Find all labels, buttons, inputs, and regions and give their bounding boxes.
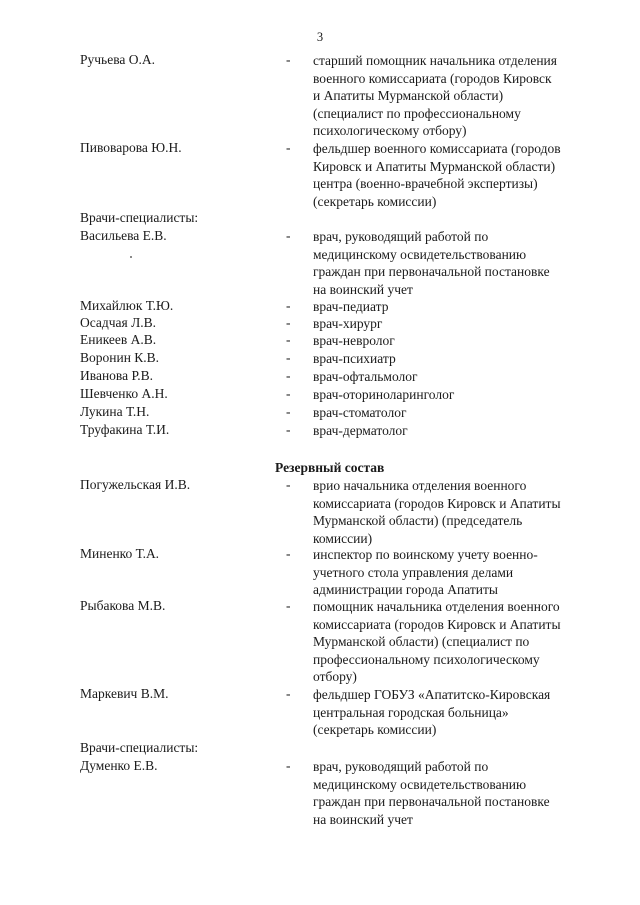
role-line: центральная городская больница»: [313, 704, 509, 720]
member-role: [313, 52, 613, 140]
specialists-heading: Врачи-специалисты:: [80, 210, 199, 225]
member-name: Осадчая Л.В.: [80, 315, 157, 330]
member-name: Воронин К.В.: [80, 350, 160, 365]
role-line: врач-дерматолог: [313, 423, 408, 438]
member-role: [313, 758, 613, 828]
member-name: Ручьева О.А.: [80, 52, 156, 67]
role-line: врач-невролог: [313, 333, 395, 348]
role-line: на воинский учет: [313, 281, 413, 297]
role-line: комиссии): [313, 530, 373, 546]
role-line: Мурманской области) (специалист по: [313, 634, 530, 650]
member-name: Думенко Е.В.: [80, 758, 158, 773]
member-role: [313, 598, 613, 686]
role-line: Кировск и Апатиты Мурманской области): [313, 158, 556, 174]
role-line: врач, руководящий работой по: [313, 759, 489, 774]
role-line: инспектор по воинскому учету военно-: [313, 547, 538, 562]
dash-separator: -: [286, 315, 291, 330]
member-name: Пивоварова Ю.Н.: [80, 140, 182, 155]
member-role: [313, 477, 613, 547]
member-name: Маркевич В.М.: [80, 686, 169, 701]
role-line: медицинскому освидетельствованию: [313, 776, 527, 792]
member-name: Еникеев А.В.: [80, 332, 157, 347]
dash-separator: -: [286, 546, 291, 561]
dash-separator: -: [286, 598, 291, 613]
role-line: психологическому отбору): [313, 123, 467, 139]
role-line: граждан при первоначальной постановке: [313, 264, 550, 280]
scan-speck: [130, 256, 132, 258]
dash-separator: -: [286, 422, 291, 437]
member-role: [313, 386, 613, 404]
role-line: врач-педиатр: [313, 299, 389, 314]
member-name: Труфакина Т.И.: [80, 422, 170, 437]
member-role: [313, 368, 613, 386]
dash-separator: -: [286, 368, 291, 383]
role-line: учетного стола управления делами: [313, 564, 514, 580]
member-role: [313, 686, 613, 739]
member-role: [313, 350, 613, 368]
role-line: (секретарь комиссии): [313, 193, 437, 209]
member-role: [313, 404, 613, 422]
role-line: фельдшер военного комиссариата (городов: [313, 141, 561, 156]
role-line: врач-стоматолог: [313, 405, 407, 420]
member-role: [313, 422, 613, 440]
member-name: Рыбакова М.В.: [80, 598, 166, 613]
member-role: [313, 298, 613, 316]
dash-separator: -: [286, 758, 291, 773]
specialists-heading: Врачи-специалисты:: [80, 740, 199, 755]
dash-separator: -: [286, 140, 291, 155]
dash-separator: -: [286, 686, 291, 701]
member-role: [313, 315, 613, 333]
member-name: Михайлюк Т.Ю.: [80, 298, 174, 313]
member-name: Лукина Т.Н.: [80, 404, 150, 419]
role-line: комиссариата (городов Кировск и Апатиты: [313, 495, 561, 511]
dash-separator: -: [286, 350, 291, 365]
role-line: и Апатиты Мурманской области): [313, 88, 504, 104]
role-line: медицинскому освидетельствованию: [313, 246, 527, 262]
role-line: центра (военно-врачебной экспертизы): [313, 176, 538, 192]
role-line: старший помощник начальника отделения: [313, 53, 557, 68]
role-line: на воинский учет: [313, 811, 413, 827]
member-role: [313, 140, 613, 210]
member-name: Шевченко А.Н.: [80, 386, 168, 401]
member-role: [313, 228, 613, 298]
role-line: помощник начальника отделения военного: [313, 599, 560, 614]
member-name: Миненко Т.А.: [80, 546, 160, 561]
role-line: врач, руководящий работой по: [313, 229, 489, 244]
role-line: граждан при первоначальной постановке: [313, 794, 550, 810]
role-line: врач-оториноларинголог: [313, 387, 455, 402]
role-line: (специалист по профессиональному: [313, 105, 521, 121]
role-line: военного комиссариата (городов Кировск: [313, 70, 552, 86]
role-line: (секретарь комиссии): [313, 722, 437, 738]
dash-separator: -: [286, 332, 291, 347]
member-role: [313, 332, 613, 350]
role-line: врач-офтальмолог: [313, 369, 418, 384]
dash-separator: -: [286, 228, 291, 243]
dash-separator: -: [286, 52, 291, 67]
role-line: профессиональному психологическому: [313, 651, 540, 667]
role-line: администрации города Апатиты: [313, 582, 498, 598]
role-line: врач-психиатр: [313, 351, 396, 366]
reserve-section-title: Резервный состав: [275, 460, 385, 475]
member-role: [313, 546, 613, 599]
dash-separator: -: [286, 298, 291, 313]
dash-separator: -: [286, 404, 291, 419]
member-name: Погужельская И.В.: [80, 477, 191, 492]
role-line: врач-хирург: [313, 316, 383, 331]
dash-separator: -: [286, 477, 291, 492]
role-line: комиссариата (городов Кировск и Апатиты: [313, 616, 561, 632]
dash-separator: -: [286, 386, 291, 401]
role-line: фельдшер ГОБУЗ «Апатитско-Кировская: [313, 687, 551, 702]
member-name: Васильева Е.В.: [80, 228, 167, 243]
role-line: врио начальника отделения военного: [313, 478, 527, 493]
member-name: Иванова Р.В.: [80, 368, 154, 383]
role-line: Мурманской области) (председатель: [313, 513, 523, 529]
page-number: 3: [316, 30, 324, 44]
role-line: отбору): [313, 669, 357, 685]
